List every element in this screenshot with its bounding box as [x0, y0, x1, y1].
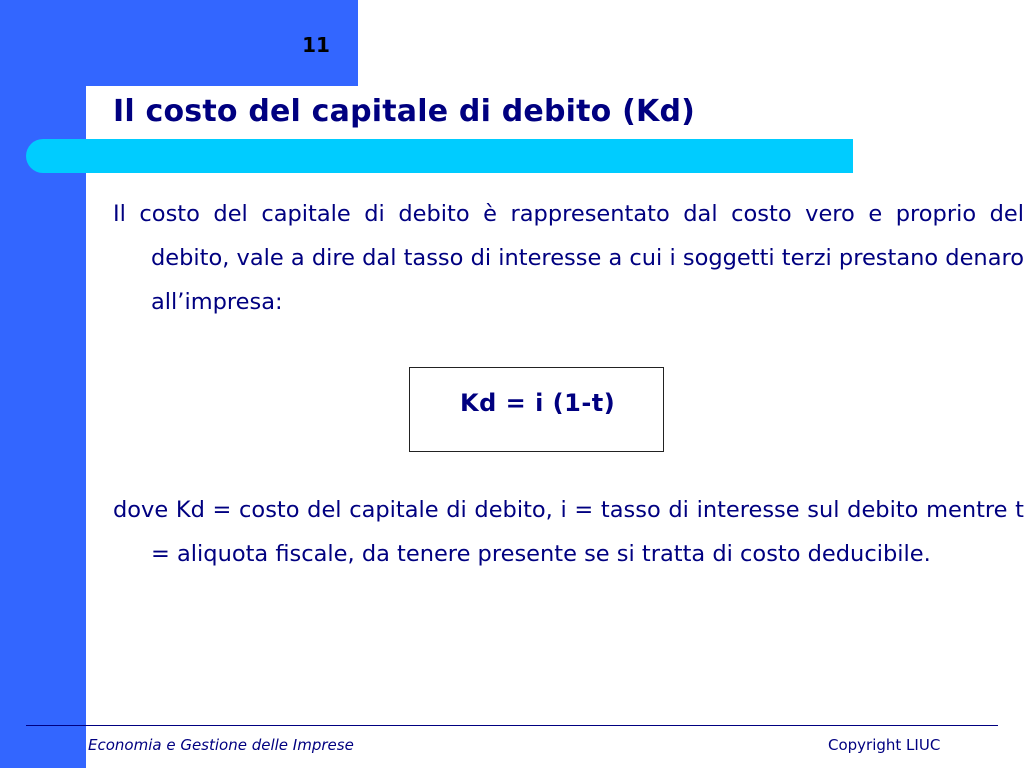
explanation-paragraph: dove Kd = costo del capitale di debito, i = tasso di interesse sul debito mentre t = aliquota fiscale, da tenere presente se si tratta di costo deducibile. — [113, 497, 1024, 567]
page-number: 11 — [302, 33, 330, 57]
footer-divider — [26, 725, 998, 726]
definition-paragraph: Il costo del capitale di debito è rappresentato dal costo vero e proprio del debito, vale a dire dal tasso di interesse a cui i soggetti terzi prestano denaro all’impresa: — [113, 201, 1024, 315]
formula-box — [409, 367, 664, 452]
title-underline-bar — [26, 139, 853, 173]
slide-title: Il costo del capitale di debito (Kd) — [113, 94, 696, 129]
footer-copyright: Copyright LIUC — [828, 736, 941, 754]
formula-text: Kd = i (1-t) — [460, 389, 616, 417]
left-blue-frame — [0, 0, 86, 768]
footer-course-title: Economia e Gestione delle Imprese — [88, 736, 354, 754]
